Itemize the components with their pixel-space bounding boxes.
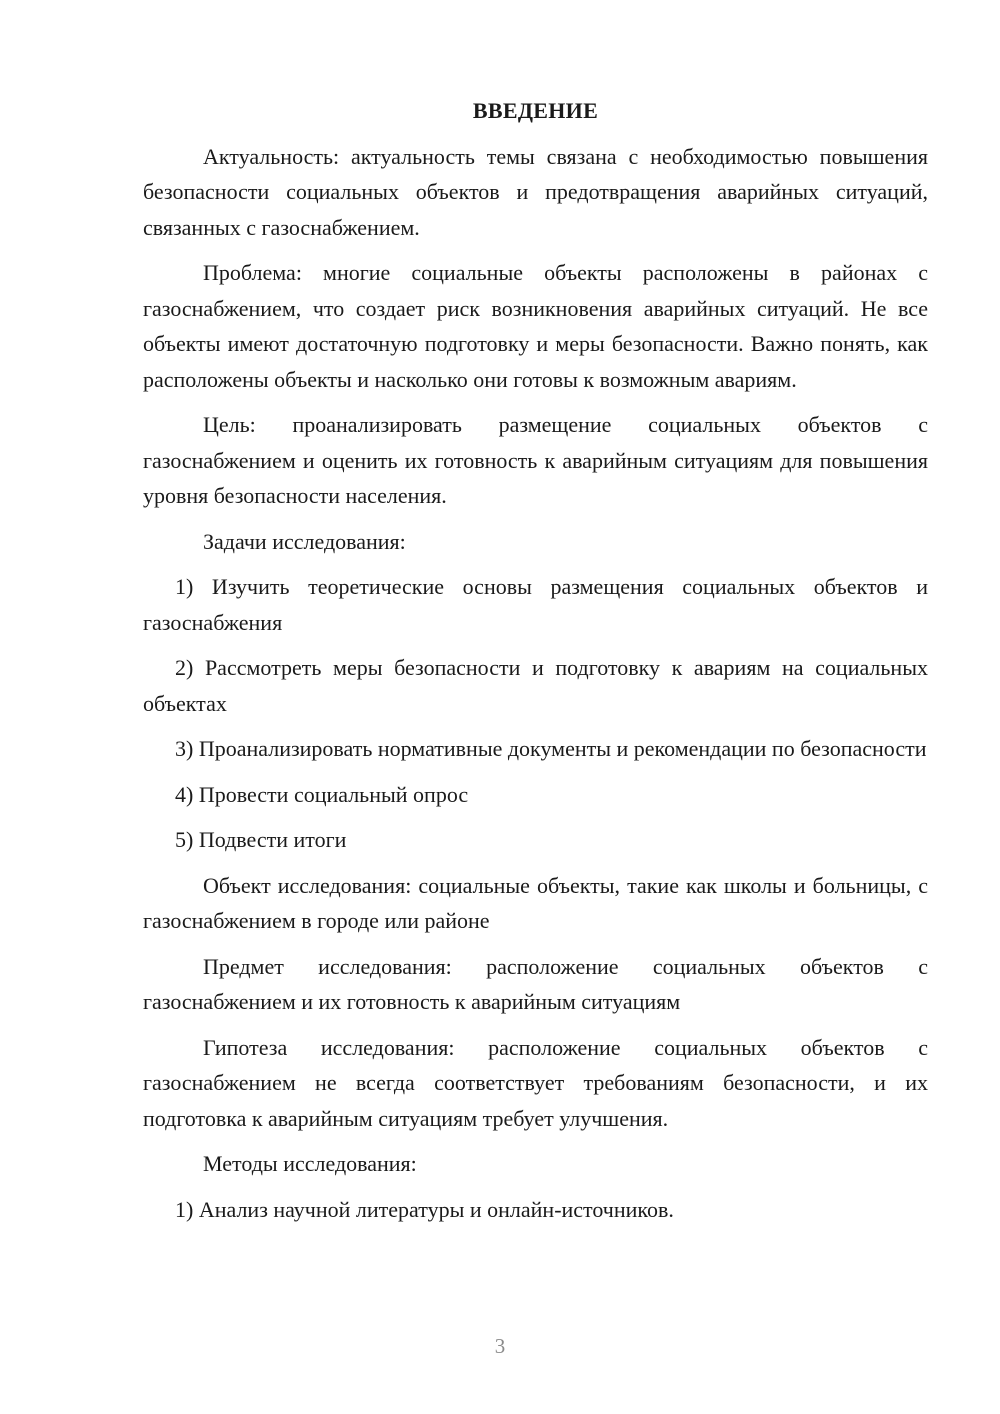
task-item-2: 2) Рассмотреть меры безопасности и подготовку к авариям на социальных объектах <box>143 655 928 716</box>
goal-paragraph: Цель: проанализировать размещение социальных объектов с газоснабжением и оценить их готовность к аварийным ситуациям для повышения уровня безопасности населения. <box>143 412 928 508</box>
methods-heading: Методы исследования: <box>203 1151 417 1176</box>
method-item-1: 1) Анализ научной литературы и онлайн-источников. <box>175 1196 674 1222</box>
task-item-1: 1) Изучить теоретические основы размещения социальных объектов и газоснабжения <box>143 574 928 635</box>
page-body <box>143 93 928 1237</box>
hypothesis-paragraph: Гипотеза исследования: расположение социальных объектов с газоснабжением не всегда соответствует требованиям безопасности, и их подготовка к аварийным ситуациям требует улучшения. <box>143 1034 928 1131</box>
task-item-3: 3) Проанализировать нормативные документы и рекомендации по безопасности <box>175 736 927 761</box>
subject-paragraph: Предмет исследования: расположение социальных объектов с газоснабжением и их готовность к аварийным ситуациям <box>143 953 928 1014</box>
section-title: ВВЕДЕНИЕ <box>472 98 599 123</box>
task-item-4: 4) Провести социальный опрос <box>175 781 469 807</box>
problem-paragraph: Проблема: многие социальные объекты расположены в районах с газоснабжением, что создает риск возникновения аварийных ситуаций. Не все объекты имеют достаточную подготовку и меры безопасности. Важно понять, как расположены объекты и насколько они готовы к возможным авариям. <box>143 260 928 392</box>
relevance-paragraph: Актуальность: актуальность темы связана с необходимостью повышения безопасности социальных объектов и предотвращения аварийных ситуаций, связанных с газоснабжением. <box>143 143 928 240</box>
tasks-heading: Задачи исследования: <box>203 528 406 554</box>
task-item-5: 5) Подвести итоги <box>175 827 347 852</box>
page-number: 3 <box>494 1334 506 1358</box>
object-paragraph: Объект исследования: социальные объекты, такие как школы и больницы, с газоснабжением в городе или районе <box>143 872 928 933</box>
